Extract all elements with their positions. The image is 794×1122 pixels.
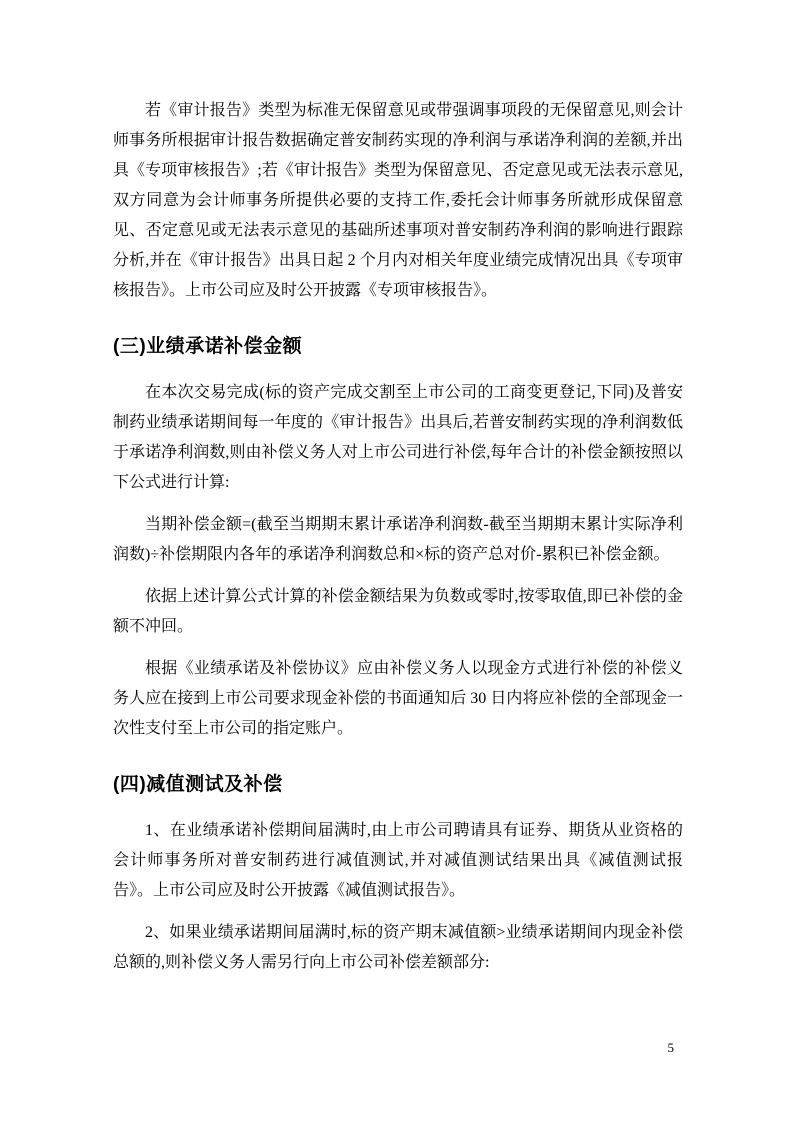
heading-section-3-compensation-amount: (三)业绩承诺补偿金额 <box>113 336 303 357</box>
paragraph-audit-report-opinion-types: 若《审计报告》类型为标准无保留意见或带强调事项段的无保留意见,则会计师事务所根据审计报告数据确定普安制药实现的净利润与承诺净利润的差额,并出具《专项审核报告》;若《审计报告》类型为保留意见、否定意见或无法表示意见,双方同意为会计师事务所提供必要的支持工作,委托会计师事务所就形成保留意见、否定意见或无法表示意见的基础所述事项对普安制药净利润的影响进行跟踪分析,并在《审计报告》出具日起 2 个月内对相关年度业绩完成情况出具《专项审核报告》。上市公司应及时公开披露《专项审核报告》。 <box>113 102 683 299</box>
page-footer <box>668 1040 675 1056</box>
paragraph-cash-payment-deadline: 根据《业绩承诺及补偿协议》应由补偿义务人以现金方式进行补偿的补偿义务人应在接到上市公司要求现金补偿的书面通知后 30 日内将应补偿的全部现金一次性支付至上市公司的指定账户。 <box>113 660 683 737</box>
paragraph-compensation-formula: 当期补偿金额=(截至当期期末累计承诺净利润数-截至当期期末累计实际净利润数)÷补偿期限内各年的承诺净利润数总和×标的资产总对价-累积已补偿金额。 <box>113 516 683 563</box>
paragraph-impairment-difference-compensation: 2、如果业绩承诺期间届满时,标的资产期末减值额>业绩承诺期间内现金补偿总额的,则补偿义务人需另行向上市公司补偿差额部分: <box>113 924 683 971</box>
heading-section-4-impairment-test: (四)减值测试及补偿 <box>113 774 283 795</box>
page-content <box>113 96 683 990</box>
page-number: 5 <box>667 1040 674 1055</box>
paragraph-compensation-trigger-conditions: 在本次交易完成(标的资产完成交割至上市公司的工商变更登记,下同)及普安制药业绩承诺期间每一年度的《审计报告》出具后,若普安制药实现的净利润数低于承诺净利润数,则由补偿义务人对上市公司进行补偿,每年合计的补偿金额按照以下公式进行计算: <box>113 384 683 491</box>
paragraph-impairment-test-report: 1、在业绩承诺补偿期间届满时,由上市公司聘请具有证券、期货从业资格的会计师事务所对普安制药进行减值测试,并对减值测试结果出具《减值测试报告》。上市公司应及时公开披露《减值测试报告》。 <box>113 822 683 899</box>
paragraph-negative-or-zero-result-rule: 依据上述计算公式计算的补偿金额结果为负数或零时,按零取值,即已补偿的金额不冲回。 <box>113 588 683 635</box>
